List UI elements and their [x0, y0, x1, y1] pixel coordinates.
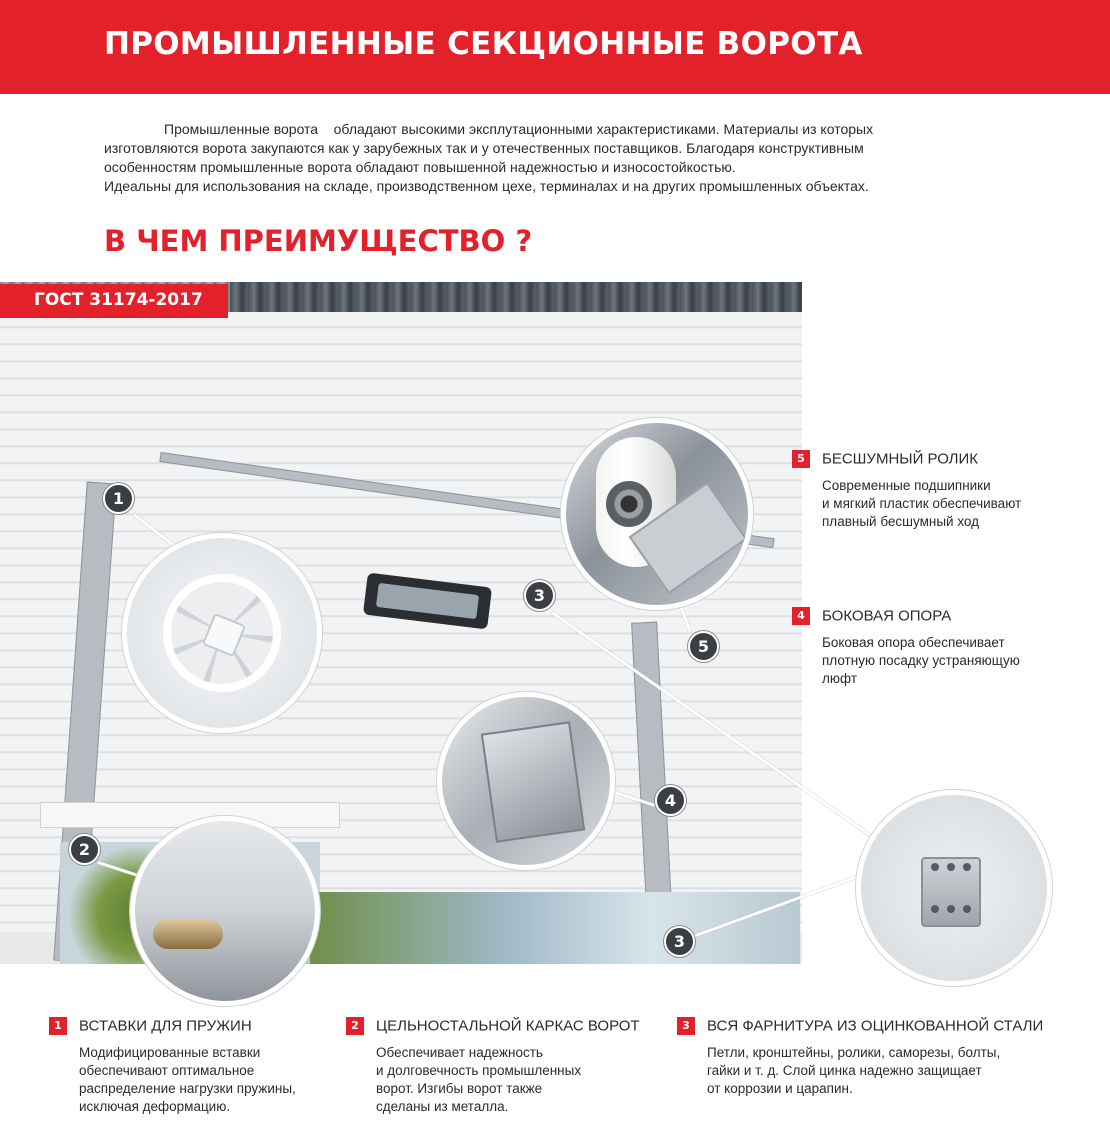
marker-5: 5	[688, 631, 719, 662]
hinge-image	[921, 857, 981, 927]
feature-number: 2	[346, 1017, 364, 1035]
frame-zoom	[130, 816, 320, 1006]
feature-title: БОКОВАЯ ОПОРА	[822, 607, 952, 625]
feature-number: 1	[49, 1017, 67, 1035]
feature-description-line: Модифицированные вставки	[79, 1045, 261, 1061]
feature-spring-inserts	[49, 1017, 329, 1116]
feature-title: ЦЕЛЬНОСТАЛЬНОЙ КАРКАС ВОРОТ	[376, 1017, 640, 1035]
marker-3-top: 3	[524, 580, 555, 611]
gost-badge-label: ГОСТ 31174-2017	[34, 290, 203, 310]
feature-description-line: сделаны из металла.	[376, 1099, 509, 1115]
feature-silent-roller	[792, 450, 1092, 531]
feature-description	[79, 1044, 329, 1116]
feature-title: ВСЯ ФАРНИТУРА ИЗ ОЦИНКОВАННОЙ СТАЛИ	[707, 1017, 1044, 1035]
gate-photo	[0, 282, 802, 964]
feature-galvanized-hardware	[677, 1017, 1097, 1098]
feature-title: БЕСШУМНЫЙ РОЛИК	[822, 450, 979, 468]
feature-description-line: исключая деформацию.	[79, 1099, 231, 1115]
side-support-zoom	[437, 692, 615, 870]
intro-line: изготовляются ворота закупаются как у зарубежных так и у отечественных поставщиков. Благодаря конструктивным	[104, 140, 864, 156]
intro-line: особенностям промышленные ворота обладают повышенной надежностью и износостойкостью.	[104, 159, 736, 175]
feature-number: 5	[792, 450, 810, 468]
feature-description-line: люфт	[822, 671, 857, 687]
outside-view	[310, 892, 800, 964]
feature-description-line: плавный бесшумный ход	[822, 514, 980, 530]
feature-description-line: плотную посадку устраняющую	[822, 653, 1020, 669]
intro-line: Идеальны для использования на складе, производственном цехе, терминалах и на других промышленных объектах.	[104, 178, 869, 194]
feature-description-line: Боковая опора обеспечивает	[822, 635, 1005, 651]
header-banner	[0, 0, 1110, 94]
feature-description-line: и долговечность промышленных	[376, 1063, 582, 1079]
feature-description	[376, 1044, 646, 1116]
bearing-image	[606, 481, 652, 527]
feature-description-line: гайки и т. д. Слой цинка надежно защищает	[707, 1063, 982, 1079]
hinge-zoom	[856, 790, 1052, 986]
marker-3-bottom: 3	[664, 926, 695, 957]
feature-title: ВСТАВКИ ДЛЯ ПРУЖИН	[79, 1017, 252, 1035]
feature-description-line: обеспечивают оптимальное	[79, 1063, 255, 1079]
feature-description-line: распределение нагрузки пружины,	[79, 1081, 296, 1097]
feature-description-line: Петли, кронштейны, ролики, саморезы, болты,	[707, 1045, 1001, 1061]
intro-line: Промышленные ворота обладают высокими эксплутационными характеристиками. Материалы из которых	[164, 121, 874, 137]
feature-description	[822, 634, 1092, 688]
feature-description-line: от коррозии и царапин.	[707, 1081, 853, 1097]
frame-bolt-image	[153, 919, 223, 949]
feature-side-support	[792, 607, 1092, 688]
side-support-image	[481, 721, 585, 842]
page-title: ПРОМЫШЛЕННЫЕ СЕКЦИОННЫЕ ВОРОТА	[104, 26, 863, 62]
gate-panels	[0, 312, 802, 932]
feature-steel-frame	[346, 1017, 646, 1116]
gost-badge	[0, 284, 228, 318]
feature-description	[822, 477, 1092, 531]
marker-1: 1	[103, 483, 134, 514]
feature-description-line: Современные подшипники	[822, 478, 991, 494]
marker-2: 2	[69, 834, 100, 865]
roller-zoom	[561, 418, 753, 610]
spring-insert-image	[163, 574, 281, 692]
marker-4: 4	[655, 785, 686, 816]
spring-insert-zoom	[122, 533, 322, 733]
feature-description	[707, 1044, 1097, 1098]
feature-number: 3	[677, 1017, 695, 1035]
intro-text	[104, 120, 934, 196]
feature-description-line: Обеспечивает надежность	[376, 1045, 543, 1061]
feature-description-line: ворот. Изгибы ворот также	[376, 1081, 543, 1097]
feature-description-line: и мягкий пластик обеспечивают	[822, 496, 1022, 512]
advantage-heading: В ЧЕМ ПРЕИМУЩЕСТВО ?	[104, 224, 533, 258]
feature-number: 4	[792, 607, 810, 625]
